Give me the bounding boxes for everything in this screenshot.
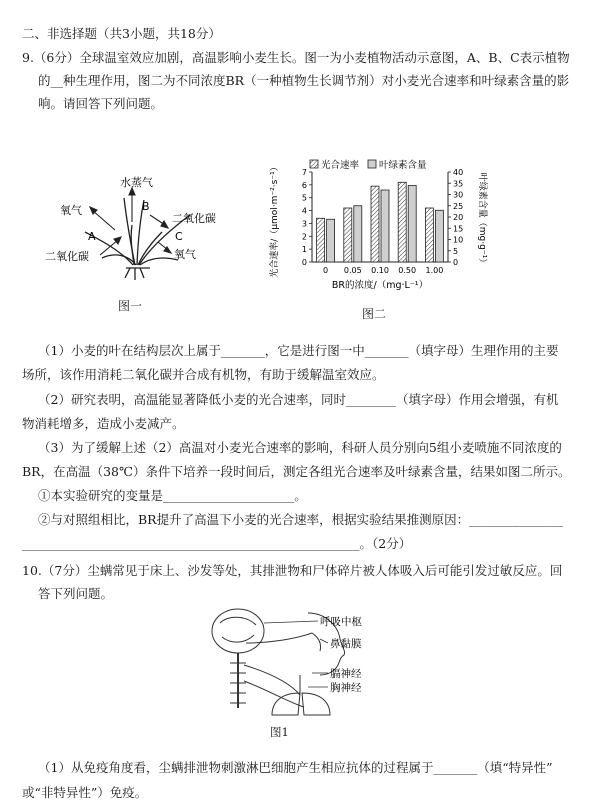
q10-figure-respiratory-nerves [200, 603, 400, 721]
q10-fig-label-nasal-mucosa: 鼻黏膜 [330, 638, 362, 650]
q9-stem-line1: 9.（6分）全球温室效应加剧，高温影响小麦生长。图一为小麦植物活动示意图，A、B、C表示植物 [22, 50, 570, 65]
q10-figure-caption: 图1 [270, 725, 289, 739]
chart-left-tick-label: 0 [301, 258, 307, 267]
q10-fig-label-phrenic-nerve: 膈神经 [330, 668, 362, 680]
chart-left-tick-label: 5 [301, 193, 307, 203]
q9-part3-line1: （3）为了缓解上述（2）高温对小麦光合速率的影响，科研人员分别向5组小麦喷施不同浓度的 [38, 440, 562, 455]
q10-part1-line2: 或“非特异性”）免疫。 [22, 785, 148, 800]
chart-ylabel-left: 光合速率/（μmol·m⁻²·s⁻¹） [270, 162, 280, 278]
chart-legend [310, 159, 427, 171]
chart-right-tick-label: 10 [453, 235, 464, 245]
bar-photosynthesis-rate [398, 182, 406, 262]
fig1-oxygen-left: 氧气 [60, 204, 82, 217]
legend-photo-swatch [310, 160, 318, 168]
q9-part3-line2: BR，在高温（38℃）条件下培养一段时间后，测定各组光合速率及叶绿素含量，结果如图二所示。 [22, 464, 571, 479]
chart-right-tick-label: 30 [453, 190, 464, 200]
bar-chlorophyll-content [327, 219, 335, 262]
chart-x-tick-label: 0 [323, 266, 329, 275]
chart-right-tick-label: 20 [453, 213, 464, 222]
bar-chlorophyll-content [435, 210, 443, 262]
bar-photosynthesis-rate [371, 186, 379, 262]
q9-part1-line2: 场所，该作用消耗二氧化碳并合成有机物，有助于缓解温室效应。 [22, 367, 385, 382]
chart-left-tick-label: 7 [301, 168, 307, 177]
chart-ylabel-right: 叶绿素含量（mg·g⁻¹） [477, 172, 487, 268]
chart-xlabel: BR的浓度/（mg·L⁻¹） [331, 280, 429, 291]
figure-one-wheat-diagram [40, 170, 240, 290]
brain-outline [212, 609, 264, 653]
q9-part3-sub2: ②与对照组相比，BR提升了高温下小麦的光合速率，根据实验结果推测原因：_______________ [38, 512, 563, 527]
figure-two-caption: 图二 [362, 307, 387, 321]
legend-chl-swatch [368, 160, 376, 168]
bar-chlorophyll-content [381, 190, 389, 262]
chart-x-tick-label: 0.50 [398, 266, 417, 275]
q9-part1-line1: （1）小麦的叶在结构层次上属于_______，它是进行图一中_______（填字母）生理作用的主要 [38, 343, 559, 358]
fig1-label-a: A [88, 230, 96, 243]
fig1-label-b: B [142, 200, 150, 213]
chart-right-tick-label: 0 [453, 258, 459, 267]
fig1-water-vapor: 水蒸气 [120, 176, 153, 189]
section-title: 二、非选择题（共3小题，共18分） [22, 26, 221, 41]
fig1-co2-left: 二氧化碳 [45, 250, 89, 263]
q9-part3-sub1: ①本实验研究的变量是_____________________。 [38, 488, 307, 503]
bar-photosynthesis-rate [317, 218, 325, 262]
q10-fig-label-thoracic-nerve: 胸神经 [330, 682, 362, 694]
q9-part2-line1: （2）研究表明，高温能显著降低小麦的光合速率，同时________（填字母）作用会增强，有机 [38, 392, 559, 407]
chart-right-tick-label: 15 [453, 224, 464, 234]
chart-left-tick-label: 6 [301, 180, 307, 190]
fig1-label-c: C [175, 230, 183, 243]
chart-right-tick-label: 25 [453, 201, 464, 211]
bar-photosynthesis-rate [425, 208, 433, 262]
legend-chl-label: 叶绿素含量 [379, 160, 427, 171]
legend-photo-label: 光合速率 [321, 160, 360, 171]
chart-left-tick-label: 2 [301, 232, 307, 242]
q10-stem-line1: 10.（7分）尘螨常见于床上、沙发等处，其排泄物和尸体碎片被人体吸入后可能引发过敏反应。回 [22, 563, 563, 578]
fig1-co2-right: 二氧化碳 [172, 212, 216, 225]
chart-left-tick-label: 1 [301, 245, 307, 255]
q9-part2-line2: 物消耗增多，造成小麦减产。 [22, 416, 185, 431]
chart-x-tick-label: 1.00 [425, 266, 444, 275]
q9-part3-sub2-cont: ______________________________________________________。（2分） [22, 536, 412, 551]
chart-x-tick-label: 0.10 [371, 266, 389, 275]
chart-x-tick-label: 0.05 [343, 266, 362, 275]
figure-one-caption: 图一 [118, 299, 143, 313]
bar-chlorophyll-content [408, 186, 416, 263]
chart-right-tick-label: 35 [453, 179, 464, 189]
figure-two-bar-chart [268, 150, 493, 295]
q10-stem-line2: 答下列问题。 [38, 586, 114, 601]
chart-right-tick-label: 5 [453, 246, 459, 256]
bar-chlorophyll-content [354, 206, 362, 262]
chart-left-tick-label: 4 [301, 206, 307, 216]
q9-stem-line2: 的__种生理作用，图二为不同浓度BR（一种植物生长调节剂）对小麦光合速率和叶绿素含量的影 [38, 73, 570, 88]
q9-stem-line3: 响。请回答下列问题。 [38, 96, 164, 111]
chart-right-tick-label: 40 [453, 168, 464, 177]
bar-photosynthesis-rate [344, 208, 352, 262]
fig1-oxygen-right: 氧气 [174, 248, 196, 261]
chart-left-tick-label: 3 [301, 219, 307, 229]
q10-fig-label-respiratory-center: 呼吸中枢 [320, 616, 362, 628]
q10-part1-line1: （1）从免疫角度看，尘螨排泄物刺激淋巴细胞产生相应抗体的过程属于_______（填“特异性” [38, 760, 553, 775]
